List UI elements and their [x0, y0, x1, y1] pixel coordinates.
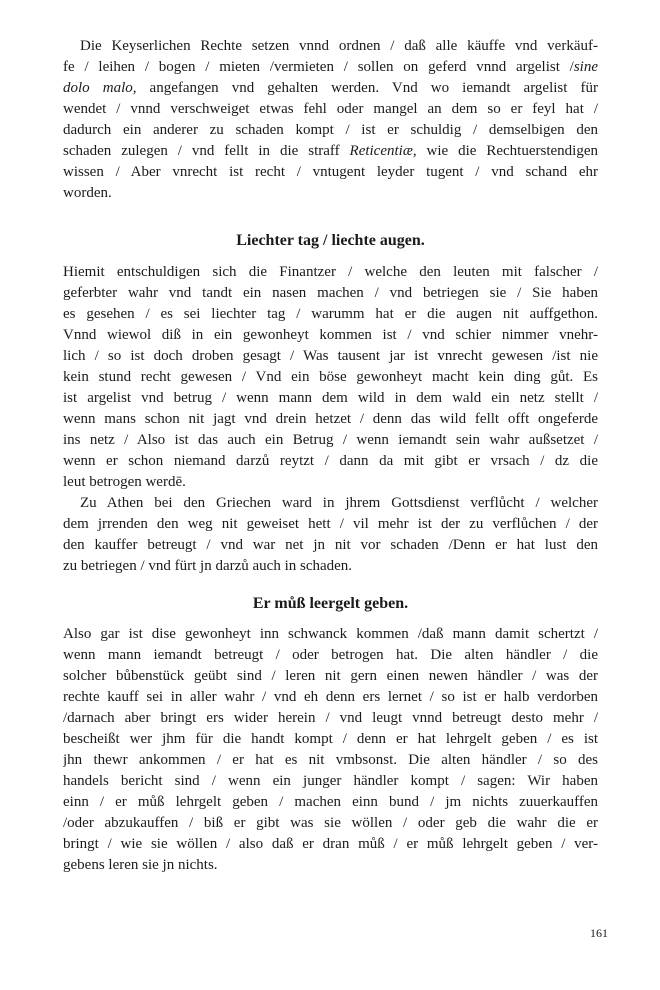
text-line: es gesehen / es sei liechter tag / warumm hat er die augen nit auffgethon. — [63, 306, 598, 322]
text-line: dadurch ein anderer zu schaden kompt / ist er schuldig / demselbigen den — [63, 122, 598, 138]
text-line: wenn er schon niemand darzů reytzt / dann da mit gibt er vrsach / dz die — [63, 453, 598, 469]
text-line: Vnnd wiewol diß in ein gewonheyt kommen ist / vnd schier nimmer vnehr- — [63, 327, 598, 343]
text-line: gebens leren sie jn nichts. — [63, 857, 218, 873]
text-column — [63, 36, 598, 876]
text-line: jhn thewr ankommen / er hat es nit vmbsonst. Die alten händler / so des — [63, 752, 598, 768]
text-line: bescheißt wer jhm für die handt kompt / denn er hat lehrgelt geben / es ist — [63, 731, 598, 747]
text-line: dem jrrenden den weg nit geweiset hett / vil mehr ist der zu verflůchen / der — [63, 516, 598, 532]
text-line: Also gar ist dise gewonheyt inn schwanck kommen /daß mann damit schertzt / — [63, 626, 598, 642]
text-line: handels bericht sind / wenn ein junger händler kompt / sagen: Wir haben — [63, 773, 598, 789]
text-line: wendet / vnnd verschweiget etwas fehl oder mangel an dem so er feyl hat / — [63, 101, 598, 117]
text-line: /darnach aber bringt ers wider herein / vnd leugt vnnd betreugt desto mehr / — [63, 710, 598, 726]
text-line: einn / er můß lehrgelt geben / machen einn bund / jm nichts zuuerkauffen — [63, 794, 598, 810]
text-line: fe / leihen / bogen / mieten /vermieten / sollen on geferd vnnd argelist /sine — [63, 59, 598, 75]
text-line: leut betrogen werdē. — [63, 474, 186, 490]
text-line: lich / so ist doch droben gesagt / Was tausent jar ist vnrecht gewesen /ist nie — [63, 348, 598, 364]
text-line: ins netz / Also ist das auch ein Betrug / wenn iemandt sein wahr außsetzet / — [63, 432, 598, 448]
section-heading: Liechter tag / liechte augen. — [236, 232, 425, 249]
text-line: Die Keyserlichen Rechte setzen vnnd ordnen / daß alle käuffe vnd verkäuf- — [80, 38, 598, 54]
text-line: Zu Athen bei den Griechen ward in jhrem Gottsdienst verflůcht / welcher — [80, 495, 598, 511]
italic-text: sine — [573, 59, 598, 75]
text-line: wenn mann iemandt betreugt / oder betrogen hat. Die alten händler / die — [63, 647, 598, 663]
text-line: wenn mans schon nit jagt vnd drein hetzet / denn das wild fellt offt ongeferde — [63, 411, 598, 427]
text-line: Hiemit entschuldigen sich die Finantzer / welche den leuten mit falscher / — [63, 264, 598, 280]
text-line: den kauffer betreugt / vnd war net jn nit vor schaden /Denn er hat lust den — [63, 537, 598, 553]
text-line: /oder abzukauffen / biß er gibt was sie wöllen / oder geb die wahr die er — [63, 815, 598, 831]
italic-text: Reticentiæ, — [349, 143, 417, 159]
paragraph — [63, 36, 598, 204]
italic-text: dolo malo, — [63, 80, 137, 96]
paragraph — [63, 262, 598, 493]
text-line: solcher bůbenstück geübt sind / leren nit gern einen newen händler / was der — [63, 668, 598, 684]
text-line: rechte kauff sei in aller wahr / vnd eh denn ers lernet / so ist er halb verdorben — [63, 689, 598, 705]
text-line: geferbter wahr vnd tandt ein nasen machen / vnd betriegen sie / Sie haben — [63, 285, 598, 301]
page-number: 161 — [590, 926, 608, 940]
paragraph — [63, 624, 598, 876]
text-line: wissen / Aber vnrecht ist recht / vntugent leyder tugent / vnd schand ehr — [63, 164, 598, 180]
section-heading: Er můß leergelt geben. — [252, 595, 409, 612]
text-line: worden. — [63, 185, 112, 201]
paragraph — [63, 493, 598, 577]
text-line: dolo malo, angefangen vnd gehalten werden. Vnd wo iemandt argelist für — [63, 80, 598, 96]
text-line: ist argelist vnd betrug / wenn mann dem wild in dem wald ein netz stellt / — [63, 390, 598, 406]
text-line: bringt / wie sie wöllen / also daß er dran můß / er můß lehrgelt geben / ver- — [63, 836, 598, 852]
text-line: zu betriegen / vnd fürt jn darzů auch in schaden. — [63, 558, 353, 574]
text-line: schaden zulegen / vnd fellt in die straff Reticentiæ, wie die Rechtuerstendigen — [63, 143, 598, 159]
text-line: kein stund recht gewesen / Vnd ein böse gewonheyt macht kein ding gůt. Es — [63, 369, 598, 385]
